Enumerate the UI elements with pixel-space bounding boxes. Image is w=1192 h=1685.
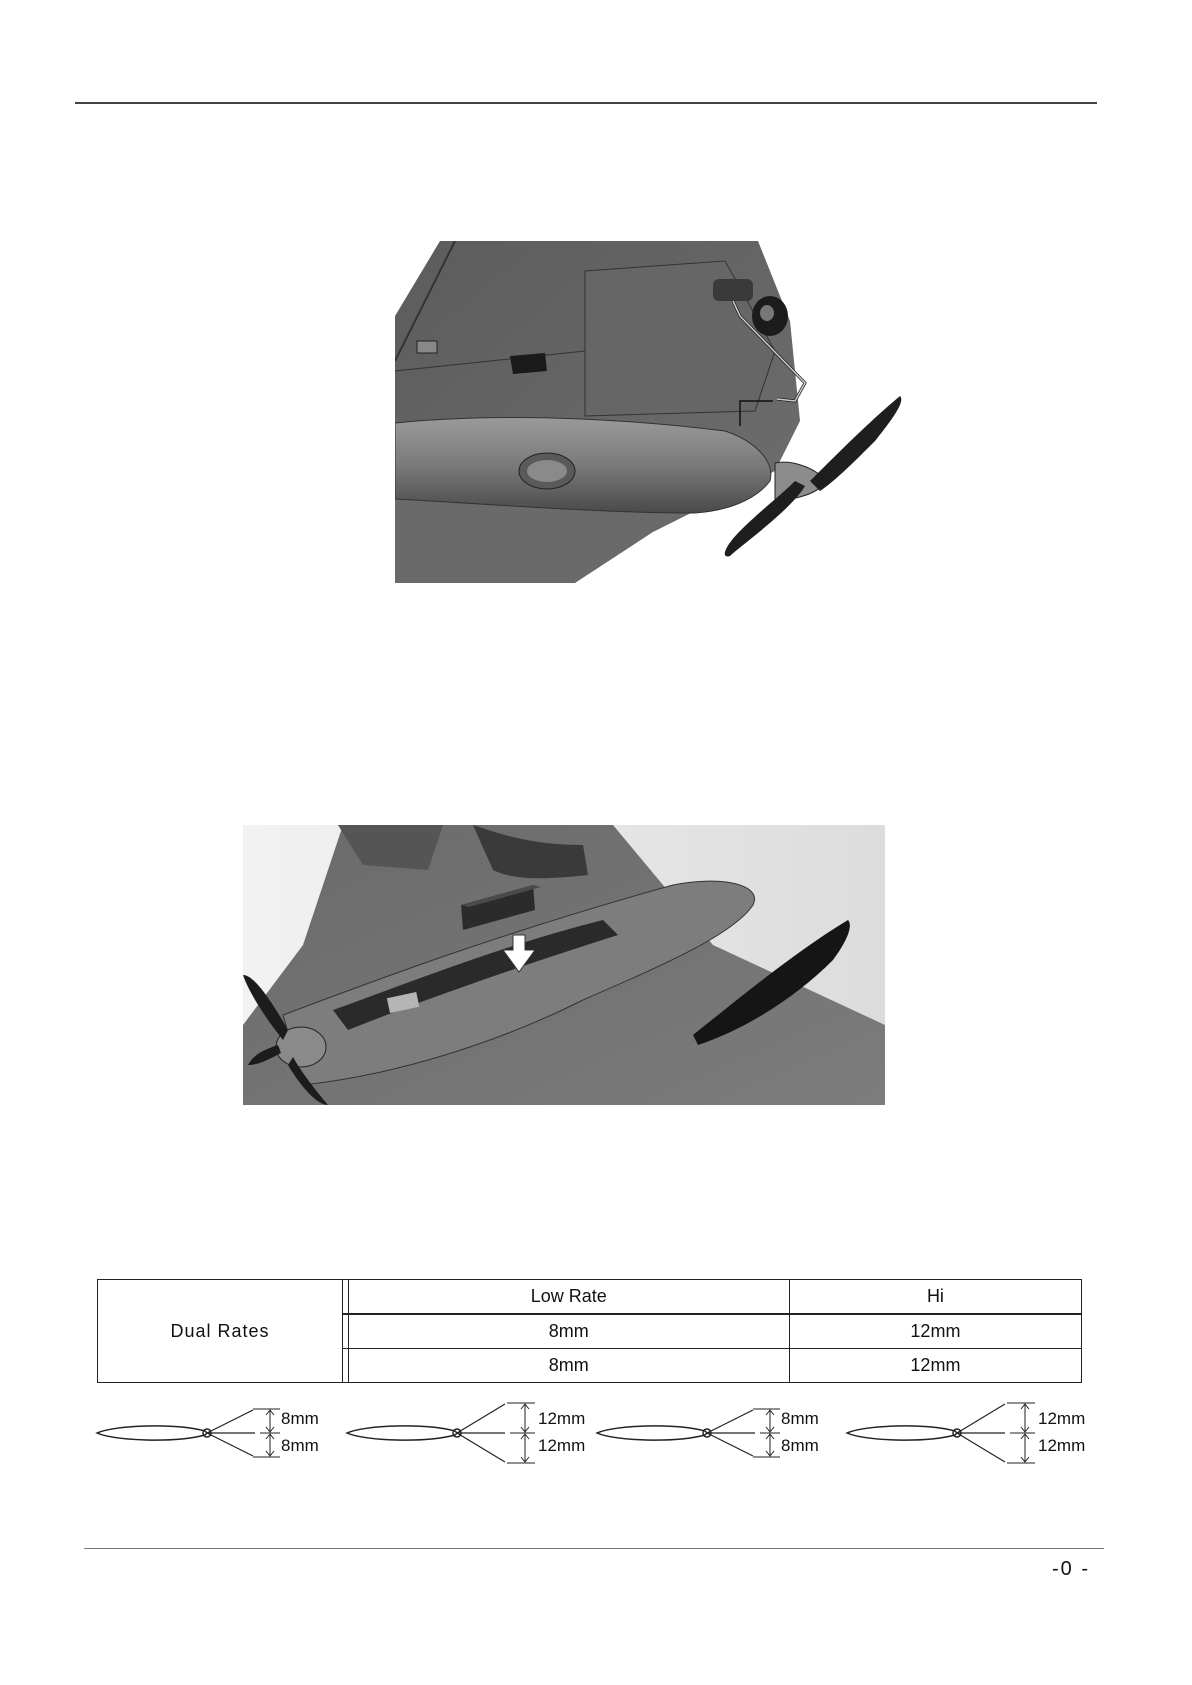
page-number: -0 - bbox=[1052, 1558, 1090, 1580]
table-cell: 12mm bbox=[789, 1349, 1081, 1383]
landing-gear-installation-illustration bbox=[395, 241, 905, 583]
header-rule bbox=[75, 102, 1097, 104]
deflection-down-label: 12mm bbox=[1038, 1436, 1086, 1455]
battery-installation-illustration bbox=[243, 825, 885, 1105]
deflection-down-label: 8mm bbox=[781, 1436, 819, 1455]
table-header-hi: Hi bbox=[789, 1280, 1081, 1315]
deflection-up-label: 12mm bbox=[538, 1409, 586, 1428]
footer-rule bbox=[84, 1548, 1104, 1549]
deflection-up-label: 8mm bbox=[281, 1409, 319, 1428]
deflection-down-label: 8mm bbox=[281, 1436, 319, 1455]
table-cell: 8mm bbox=[348, 1349, 789, 1383]
table-header-row bbox=[98, 1280, 1082, 1315]
deflection-up-label: 8mm bbox=[781, 1409, 819, 1428]
airfoil-diagram bbox=[95, 1398, 345, 1468]
dual-rates-table bbox=[97, 1279, 1082, 1383]
deflection-up-label: 12mm bbox=[1038, 1409, 1086, 1428]
airfoil-diagram bbox=[845, 1398, 1095, 1468]
deflection-down-label: 12mm bbox=[538, 1436, 586, 1455]
table-header-low-rate: Low Rate bbox=[348, 1280, 789, 1315]
airfoil-diagram bbox=[595, 1398, 845, 1468]
table-cell: 12mm bbox=[789, 1314, 1081, 1349]
dual-rates-label: Dual Rates bbox=[98, 1280, 343, 1383]
airfoil-diagram bbox=[345, 1398, 595, 1468]
table-cell: 8mm bbox=[348, 1314, 789, 1349]
airfoil-deflection-diagrams bbox=[95, 1398, 1095, 1468]
